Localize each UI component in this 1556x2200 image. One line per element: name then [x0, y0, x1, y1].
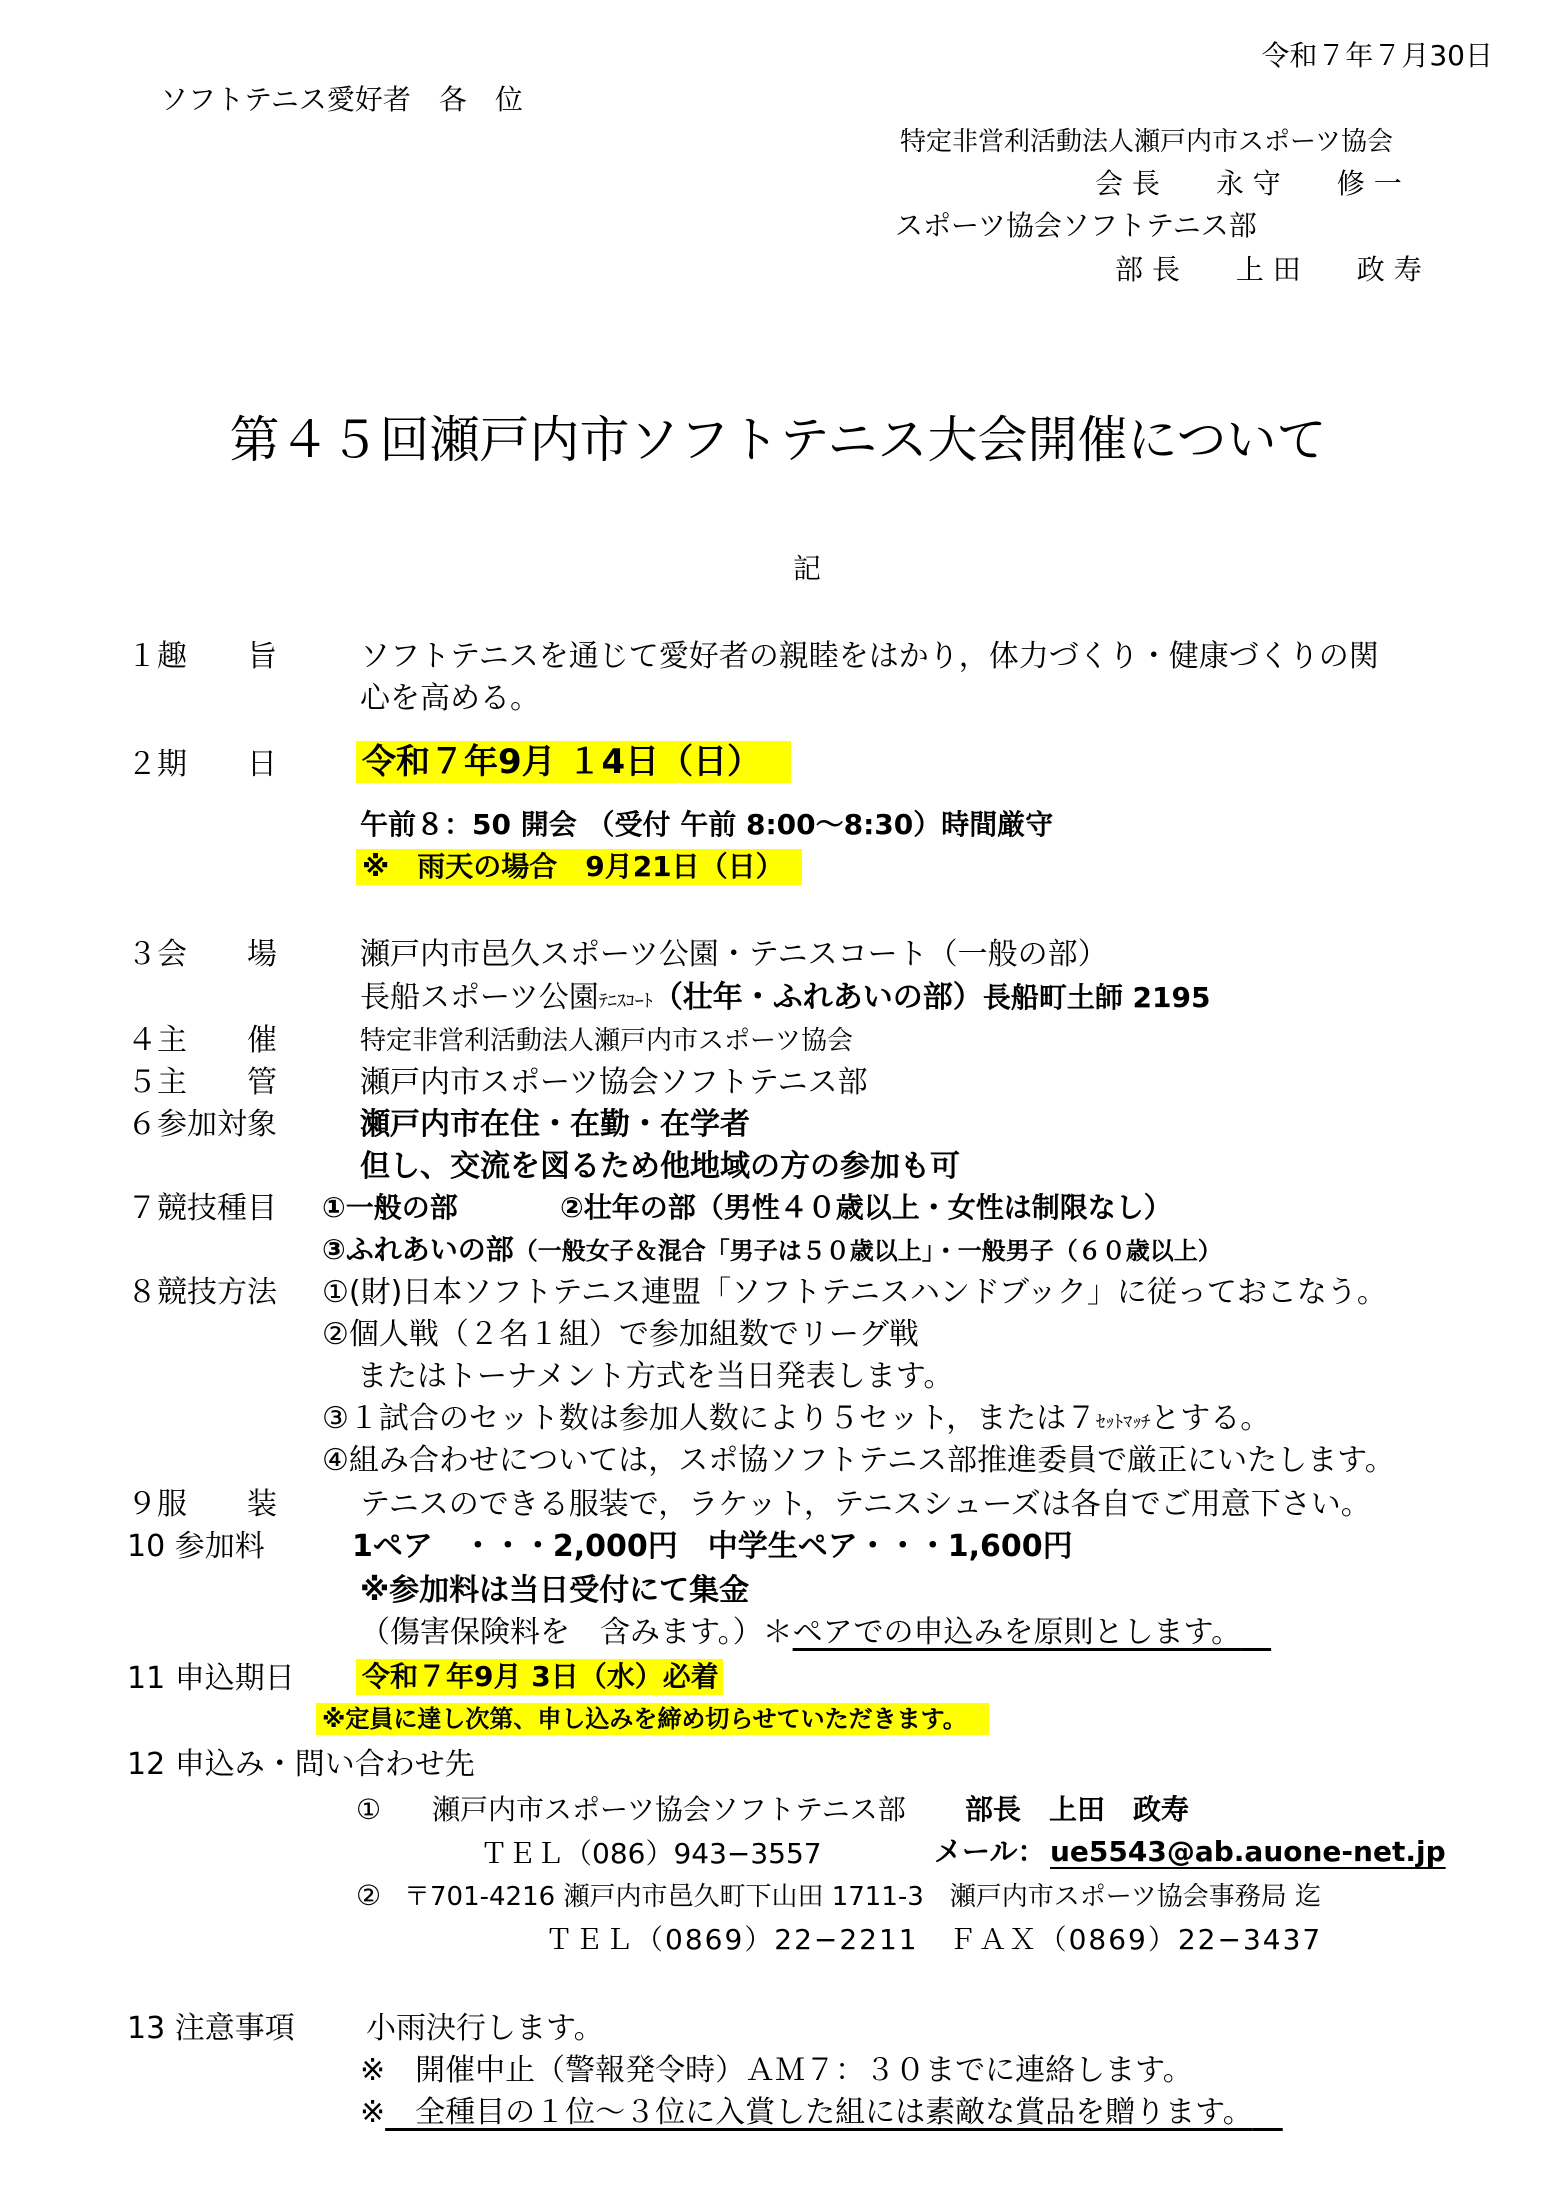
sender-president: 会 長 永 守 修 一	[1095, 167, 1402, 200]
method-sets-end: とする。	[1150, 1401, 1271, 1436]
date-label: ２期 日	[127, 747, 277, 782]
contact1-org: 瀬戸内市スポーツ協会ソフトテニス部	[432, 1793, 906, 1826]
manage-label: ５主 管	[127, 1065, 277, 1100]
notes-label: 13 注意事項	[127, 2011, 295, 2046]
contact2-tel-fax: ＴＥＬ（0869）22−2211 ＦＡＸ（0869）22−3437	[545, 1923, 1323, 1956]
eligibility-line1: 瀬戸内市在住・在勤・在学者	[360, 1107, 750, 1142]
sender-organization: 特定非営利活動法人瀬戸内市スポーツ協会	[900, 127, 1393, 157]
events-senior: ②壮年の部（男性４０歳以上・女性は制限なし）	[560, 1191, 1172, 1224]
method-sets: ③１試合のセット数は参加人数により５セット，または７	[322, 1401, 1097, 1436]
notes-line1: 小雨決行します。	[366, 2011, 604, 2046]
method-line4	[322, 1401, 1271, 1436]
events-line2	[322, 1233, 1222, 1266]
addressee: ソフトテニス愛好者 各 位	[160, 83, 523, 116]
venue-line2	[360, 980, 1211, 1015]
contact-label: 12 申込み・問い合わせ先	[127, 1747, 475, 1782]
attire-text: テニスのできる服装で，ラケット，テニスシューズは各自でご用意下さい。	[360, 1487, 1371, 1522]
method-line3: またはトーナメント方式を当日発表します。	[357, 1359, 954, 1394]
fee-insurance	[360, 1615, 1271, 1650]
notes-line2: ※ 開催中止（警報発令時）ＡＭ７：３０までに連絡します。	[360, 2053, 1193, 2088]
deadline-note: ※定員に達し次第、申し込みを締め切らせていただきます。	[316, 1703, 989, 1735]
purpose-label: １趣 旨	[127, 639, 277, 674]
eligibility-line2: 但し、交流を図るため他地域の方の参加も可	[360, 1149, 960, 1184]
venue-address: 長船町土師 2195	[982, 981, 1211, 1014]
ki-heading: 記	[793, 552, 822, 585]
fee-pair-rule: ペアでの申込みを原則とします。	[792, 1615, 1242, 1650]
fee-label: 10 参加料	[127, 1529, 265, 1564]
venue-label: ３会 場	[127, 937, 277, 972]
method-set-match: ｾｯﾄﾏｯﾁ	[1096, 1412, 1151, 1433]
purpose-line1: ソフトテニスを通じて愛好者の親睦をはかり，体力づくり・健康づくりの関	[360, 639, 1379, 674]
notes-asterisk: ※	[360, 2095, 386, 2130]
purpose-line2: 心を高める。	[360, 681, 540, 716]
venue-court: ﾃﾆｽｺｰﾄ	[598, 991, 653, 1012]
event-time: 午前８：50 開会 （受付 午前 8:00～8:30）時間厳守	[360, 808, 1054, 841]
venue-park: 長船スポーツ公園	[360, 980, 599, 1015]
manage-text: 瀬戸内市スポーツ協会ソフトテニス部	[360, 1065, 868, 1100]
contact1-number: ①	[356, 1793, 382, 1826]
method-line1: ①(財)日本ソフトテニス連盟「ソフトテニスハンドブック」に従っておこなう。	[322, 1275, 1387, 1310]
events-label: ７競技種目	[127, 1191, 277, 1226]
venue-division: （壮年・ふれあいの部）	[652, 980, 983, 1015]
contact1-mail-label: メール：	[934, 1835, 1046, 1868]
eligibility-label: ６参加対象	[127, 1107, 277, 1142]
page-title: 第４５回瀬戸内市ソフトテニス大会開催について	[229, 411, 1327, 469]
events-general: ①一般の部	[322, 1191, 458, 1224]
method-line2: ②個人戦（２名１組）で参加組数でリーグ戦	[322, 1317, 919, 1352]
deadline-date: 令和７年9月 3日（水）必着	[356, 1659, 723, 1695]
method-line5: ④組み合わせについては，スポ協ソフトテニス部推進委員で厳正にいたします。	[322, 1443, 1395, 1478]
contact1-tel: ＴＥＬ（086）943−3557	[480, 1837, 822, 1870]
notes-prize: 全種目の１位～３位に入賞した組には素敵な賞品を贈ります。	[385, 2095, 1253, 2130]
deadline-label: 11 申込期日	[127, 1661, 295, 1696]
contact2-number: ②	[356, 1879, 382, 1912]
fee-collection: ※参加料は当日受付にて集金	[360, 1573, 750, 1608]
host-label: ４主 催	[127, 1023, 277, 1058]
contact1-email: ue5543@ab.auone-net.jp	[1050, 1835, 1446, 1868]
method-label: ８競技方法	[127, 1275, 277, 1310]
attire-label: ９服 装	[127, 1487, 277, 1522]
event-date: 令和７年9月 １4日（日）	[356, 741, 791, 783]
sender-department: スポーツ協会ソフトテニス部	[895, 209, 1257, 242]
rain-date: ※ 雨天の場合 9月21日（日）	[356, 849, 802, 885]
contact1-person: 部長 上田 政寿	[965, 1793, 1190, 1826]
events-fureai-detail: （一般女子＆混合「男子は５０歳以上」・一般男子（６０歳以上）	[513, 1237, 1222, 1265]
venue-line1: 瀬戸内市邑久スポーツ公園・テニスコート（一般の部）	[360, 937, 1108, 972]
fee-insurance-text: （傷害保険料を 含みます。）＊	[360, 1615, 793, 1650]
host-text: 特定非営利活動法人瀬戸内市スポーツ協会	[360, 1026, 853, 1056]
issue-date: 令和７年７月30日	[1261, 39, 1493, 72]
events-fureai: ③ふれあいの部	[322, 1233, 514, 1266]
notes-line3	[360, 2095, 1283, 2130]
fee-amounts: 1ペア ・・・2,000円 中学生ペア・・・1,600円	[352, 1529, 1073, 1564]
sender-department-head: 部 長 上 田 政 寿	[1115, 253, 1422, 286]
contact2-address: 〒701-4216 瀬戸内市邑久町下山田 1711-3 瀬戸内市スポーツ協会事務局 迄	[404, 1882, 1322, 1912]
